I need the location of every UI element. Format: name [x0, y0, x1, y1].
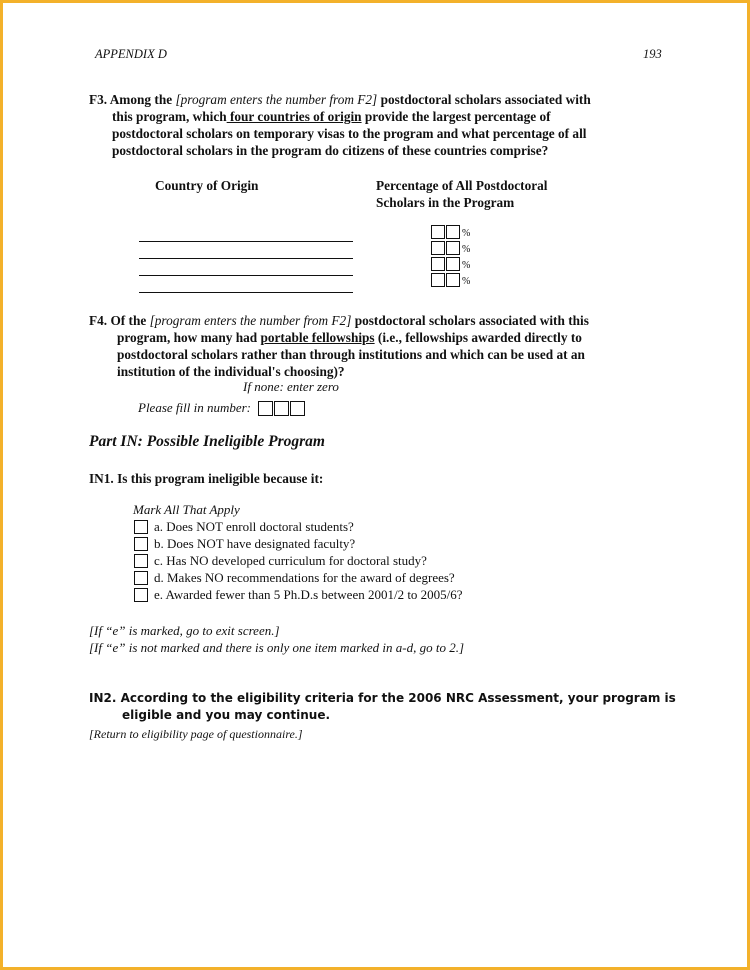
fellowship-count-input[interactable]	[258, 401, 306, 416]
country-input-1[interactable]	[139, 241, 353, 242]
pct-input-1[interactable]	[431, 225, 470, 239]
digit-box[interactable]	[274, 401, 289, 416]
checkbox[interactable]	[134, 554, 148, 568]
fill-number-row	[138, 400, 306, 416]
in1-question: IN1. Is this program ineligible because it:	[89, 471, 324, 486]
f3-text-b: postdoctoral scholars associated with	[377, 92, 591, 107]
digit-box[interactable]	[431, 273, 445, 287]
checkbox[interactable]	[134, 537, 148, 551]
if-none-instruction: If none: enter zero	[243, 379, 339, 394]
in1-note-1: [If “e” is marked, go to exit screen.]	[89, 623, 280, 638]
digit-box[interactable]	[446, 225, 460, 239]
col-pct-header	[376, 177, 547, 211]
part-in-title: Part IN: Possible Ineligible Program	[89, 433, 325, 450]
f3-line3: postdoctoral scholars on temporary visas to the program and what percentage of all	[112, 126, 587, 141]
in1-option-d[interactable]	[134, 570, 455, 586]
f4-question	[89, 312, 669, 380]
checkbox[interactable]	[134, 520, 148, 534]
country-input-3[interactable]	[139, 275, 353, 276]
in1-option-b[interactable]	[134, 536, 355, 552]
pct-input-3[interactable]	[431, 257, 470, 271]
digit-box[interactable]	[446, 241, 460, 255]
f4-text-b: postdoctoral scholars associated with this	[351, 313, 589, 328]
pct-input-4[interactable]	[431, 273, 470, 287]
option-label: a. Does NOT enroll doctoral students?	[154, 519, 354, 534]
option-label: c. Has NO developed curriculum for doctoral study?	[154, 553, 427, 568]
percent-sign: %	[462, 260, 471, 271]
country-input-4[interactable]	[139, 292, 353, 293]
digit-box[interactable]	[258, 401, 273, 416]
f3-question	[89, 91, 669, 159]
pct-input-2[interactable]	[431, 241, 470, 255]
f4-number: F4.	[89, 313, 108, 328]
in1-note-2: [If “e” is not marked and there is only one item marked in a-d, go to 2.]	[89, 640, 465, 655]
f4-line2-underline: portable fellowships	[260, 330, 375, 345]
f4-line2-b: (i.e., fellowships awarded directly to	[374, 330, 582, 345]
digit-box[interactable]	[446, 257, 460, 271]
f3-line4: postdoctoral scholars in the program do citizens of these countries comprise?	[112, 143, 549, 158]
f4-line2-a: program, how many had	[117, 330, 261, 345]
col-pct-header-line2: Scholars in the Program	[376, 195, 515, 210]
mark-all-instruction: Mark All That Apply	[133, 502, 240, 517]
f3-text-a: Among the	[109, 92, 176, 107]
f4-line4: institution of the individual's choosing)?	[117, 364, 345, 379]
digit-box[interactable]	[290, 401, 305, 416]
f3-line2-a: this program, which	[112, 109, 227, 124]
col-pct-header-line1: Percentage of All Postdoctoral	[376, 178, 548, 193]
f3-prompt: [program enters the number from F2]	[175, 92, 378, 107]
in2-line2: eligible and you may continue.	[122, 708, 331, 722]
checkbox[interactable]	[134, 571, 148, 585]
fill-number-label: Please fill in number:	[138, 400, 252, 415]
option-label: b. Does NOT have designated faculty?	[154, 536, 356, 551]
in1-option-c[interactable]	[134, 553, 427, 569]
f3-number: F3.	[89, 92, 108, 107]
page-number: 193	[643, 47, 662, 61]
digit-box[interactable]	[431, 241, 445, 255]
in2-question	[89, 690, 689, 724]
f3-line2-underline: four countries of origin	[226, 109, 362, 124]
percent-sign: %	[462, 276, 471, 287]
digit-box[interactable]	[446, 273, 460, 287]
digit-box[interactable]	[431, 257, 445, 271]
checkbox[interactable]	[134, 588, 148, 602]
in2-line1: IN2. According to the eligibility criteria for the 2006 NRC Assessment, your program is	[89, 691, 676, 705]
in1-option-e[interactable]	[134, 587, 463, 603]
option-label: d. Makes NO recommendations for the award of degrees?	[154, 570, 455, 585]
f4-prompt: [program enters the number from F2]	[149, 313, 352, 328]
in1-option-a[interactable]	[134, 519, 354, 535]
digit-box[interactable]	[431, 225, 445, 239]
f3-line2-b: provide the largest percentage of	[361, 109, 551, 124]
col-country-header: Country of Origin	[155, 178, 259, 193]
appendix-header: APPENDIX D	[95, 47, 167, 61]
f4-line3: postdoctoral scholars rather than through institutions and which can be used at an	[117, 347, 585, 362]
in2-note: [Return to eligibility page of questionnaire.]	[89, 727, 303, 741]
percent-sign: %	[462, 228, 471, 239]
country-input-2[interactable]	[139, 258, 353, 259]
option-label: e. Awarded fewer than 5 Ph.D.s between 2001/2 to 2005/6?	[154, 587, 463, 602]
percent-sign: %	[462, 244, 471, 255]
f4-text-a: Of the	[110, 313, 150, 328]
